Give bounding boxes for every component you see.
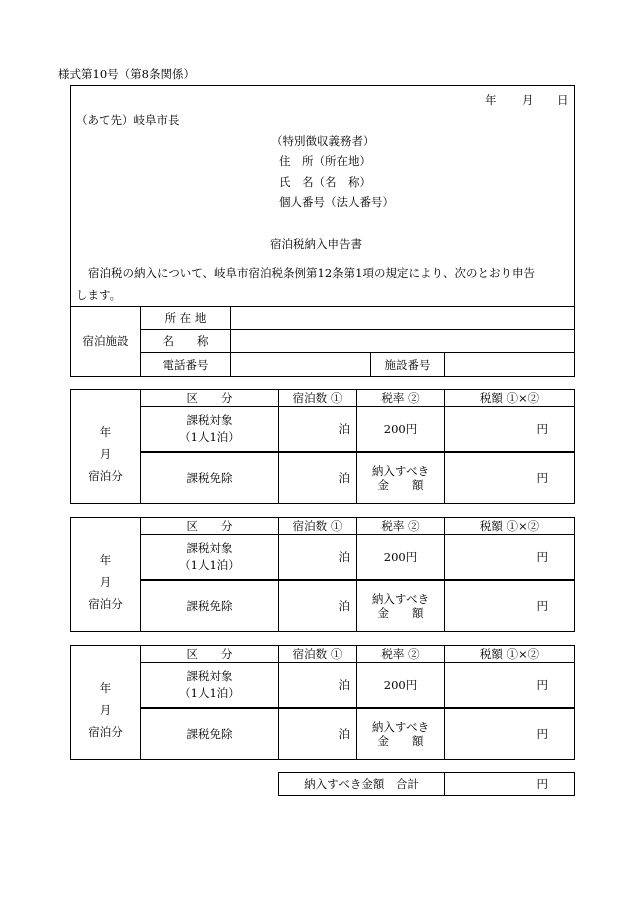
col-rate-header: 税率 ② bbox=[381, 391, 420, 405]
period-suffix: 宿泊分 bbox=[88, 724, 123, 739]
col-category-header: 区 分 bbox=[186, 391, 233, 405]
period-year: 年 bbox=[99, 553, 112, 568]
col-tax-header: 税額 ①×② bbox=[479, 519, 540, 533]
row-taxable-label bbox=[141, 663, 278, 707]
col-nights-header: 宿泊数 ① bbox=[292, 519, 343, 533]
date-day-label: 日 bbox=[557, 93, 569, 107]
period-month: 月 bbox=[99, 703, 112, 718]
taxable-nights-field[interactable] bbox=[279, 407, 356, 451]
row-exempt-label: 課税免除 bbox=[186, 727, 233, 741]
payable-amount-field[interactable] bbox=[445, 581, 574, 631]
row-taxable-label bbox=[141, 535, 278, 579]
address-label: 住 所（所在地） bbox=[279, 154, 371, 168]
unit-yen: 円 bbox=[536, 599, 548, 613]
body-text-line1: 宿泊税の納入について、岐阜市宿泊税条例第12条第1項の規定により、次のとおり申告 bbox=[88, 266, 535, 280]
rate-value: 200円 bbox=[383, 550, 418, 564]
taxable-line1: 課税対象 bbox=[186, 412, 233, 427]
row-taxable-label bbox=[141, 407, 278, 451]
payable-label bbox=[357, 581, 444, 631]
date-year-label: 年 bbox=[485, 93, 497, 107]
taxable-line1: 課税対象 bbox=[186, 668, 233, 683]
exempt-nights-field[interactable] bbox=[279, 581, 356, 631]
document-title: 宿泊税納入申告書 bbox=[270, 237, 362, 251]
col-nights-header: 宿泊数 ① bbox=[292, 647, 343, 661]
period-label bbox=[71, 663, 140, 759]
facility-name-field[interactable] bbox=[231, 330, 574, 352]
date-month-label: 月 bbox=[522, 93, 534, 107]
payable-line2: 金 額 bbox=[377, 734, 424, 748]
unit-nights: 泊 bbox=[338, 727, 350, 741]
payable-line1: 納入すべき bbox=[371, 719, 430, 734]
payable-line1: 納入すべき bbox=[371, 463, 430, 478]
facility-number-label: 施設番号 bbox=[384, 357, 431, 372]
unit-yen: 円 bbox=[536, 550, 548, 564]
taxable-tax-field[interactable] bbox=[445, 407, 574, 451]
facility-location-field[interactable] bbox=[231, 307, 574, 329]
payable-line2: 金 額 bbox=[377, 478, 424, 492]
payable-line2: 金 額 bbox=[377, 606, 424, 620]
col-tax-header: 税額 ①×② bbox=[479, 391, 540, 405]
taxable-line1: 課税対象 bbox=[186, 540, 233, 555]
facility-phone-field[interactable] bbox=[231, 353, 370, 376]
taxable-line2: （1人1泊） bbox=[179, 686, 240, 700]
unit-nights: 泊 bbox=[338, 422, 350, 436]
facility-location-label: 所 在 地 bbox=[164, 310, 207, 325]
payable-label bbox=[357, 453, 444, 503]
monthly-table-3 bbox=[0, 645, 630, 760]
unit-yen: 円 bbox=[536, 471, 548, 485]
facility-group-label: 宿泊施設 bbox=[82, 334, 129, 348]
taxable-nights-field[interactable] bbox=[279, 663, 356, 707]
total-label: 納入すべき金額 合計 bbox=[304, 777, 419, 791]
taxable-tax-field[interactable] bbox=[445, 535, 574, 579]
period-month: 月 bbox=[99, 575, 112, 590]
monthly-table-2 bbox=[0, 517, 630, 632]
payable-amount-field[interactable] bbox=[445, 709, 574, 759]
period-year: 年 bbox=[99, 681, 112, 696]
facility-number-field[interactable] bbox=[445, 353, 574, 376]
period-suffix: 宿泊分 bbox=[88, 468, 123, 483]
row-exempt-label: 課税免除 bbox=[186, 599, 233, 613]
period-month: 月 bbox=[99, 447, 112, 462]
monthly-table-1 bbox=[0, 389, 630, 504]
obligor-title: （特別徴収義務者） bbox=[271, 134, 375, 148]
col-nights-header: 宿泊数 ① bbox=[292, 391, 343, 405]
payable-amount-field[interactable] bbox=[445, 453, 574, 503]
unit-yen: 円 bbox=[536, 422, 548, 436]
col-rate-header: 税率 ② bbox=[381, 519, 420, 533]
period-label bbox=[71, 535, 140, 631]
unit-nights: 泊 bbox=[338, 471, 350, 485]
period-suffix: 宿泊分 bbox=[88, 596, 123, 611]
taxable-line2: （1人1泊） bbox=[179, 430, 240, 444]
payable-line1: 納入すべき bbox=[371, 591, 430, 606]
row-exempt-label: 課税免除 bbox=[186, 471, 233, 485]
total-box bbox=[0, 772, 630, 797]
name-label: 氏 名（名 称） bbox=[279, 175, 371, 189]
col-tax-header: 税額 ①×② bbox=[479, 647, 540, 661]
taxable-tax-field[interactable] bbox=[445, 663, 574, 707]
unit-yen: 円 bbox=[536, 727, 548, 741]
exempt-nights-field[interactable] bbox=[279, 709, 356, 759]
col-category-header: 区 分 bbox=[186, 647, 233, 661]
taxable-nights-field[interactable] bbox=[279, 535, 356, 579]
rate-value: 200円 bbox=[383, 678, 418, 692]
col-category-header: 区 分 bbox=[186, 519, 233, 533]
body-text-line2: します。 bbox=[76, 288, 122, 302]
facility-name-label: 名 称 bbox=[162, 334, 209, 348]
total-amount-field[interactable] bbox=[445, 773, 574, 795]
rate-value: 200円 bbox=[383, 422, 418, 436]
unit-nights: 泊 bbox=[338, 599, 350, 613]
period-label bbox=[71, 407, 140, 503]
taxable-line2: （1人1泊） bbox=[179, 558, 240, 572]
facility-phone-label: 電話番号 bbox=[162, 357, 209, 372]
unit-nights: 泊 bbox=[338, 550, 350, 564]
col-rate-header: 税率 ② bbox=[381, 647, 420, 661]
addressee: （あて先）岐阜市長 bbox=[76, 113, 180, 127]
period-year: 年 bbox=[99, 425, 112, 440]
unit-yen: 円 bbox=[536, 678, 548, 692]
form-number: 様式第10号（第8条関係） bbox=[58, 67, 195, 81]
payable-label bbox=[357, 709, 444, 759]
unit-nights: 泊 bbox=[338, 678, 350, 692]
total-unit: 円 bbox=[536, 777, 548, 791]
number-label: 個人番号（法人番号） bbox=[279, 195, 394, 209]
exempt-nights-field[interactable] bbox=[279, 453, 356, 503]
